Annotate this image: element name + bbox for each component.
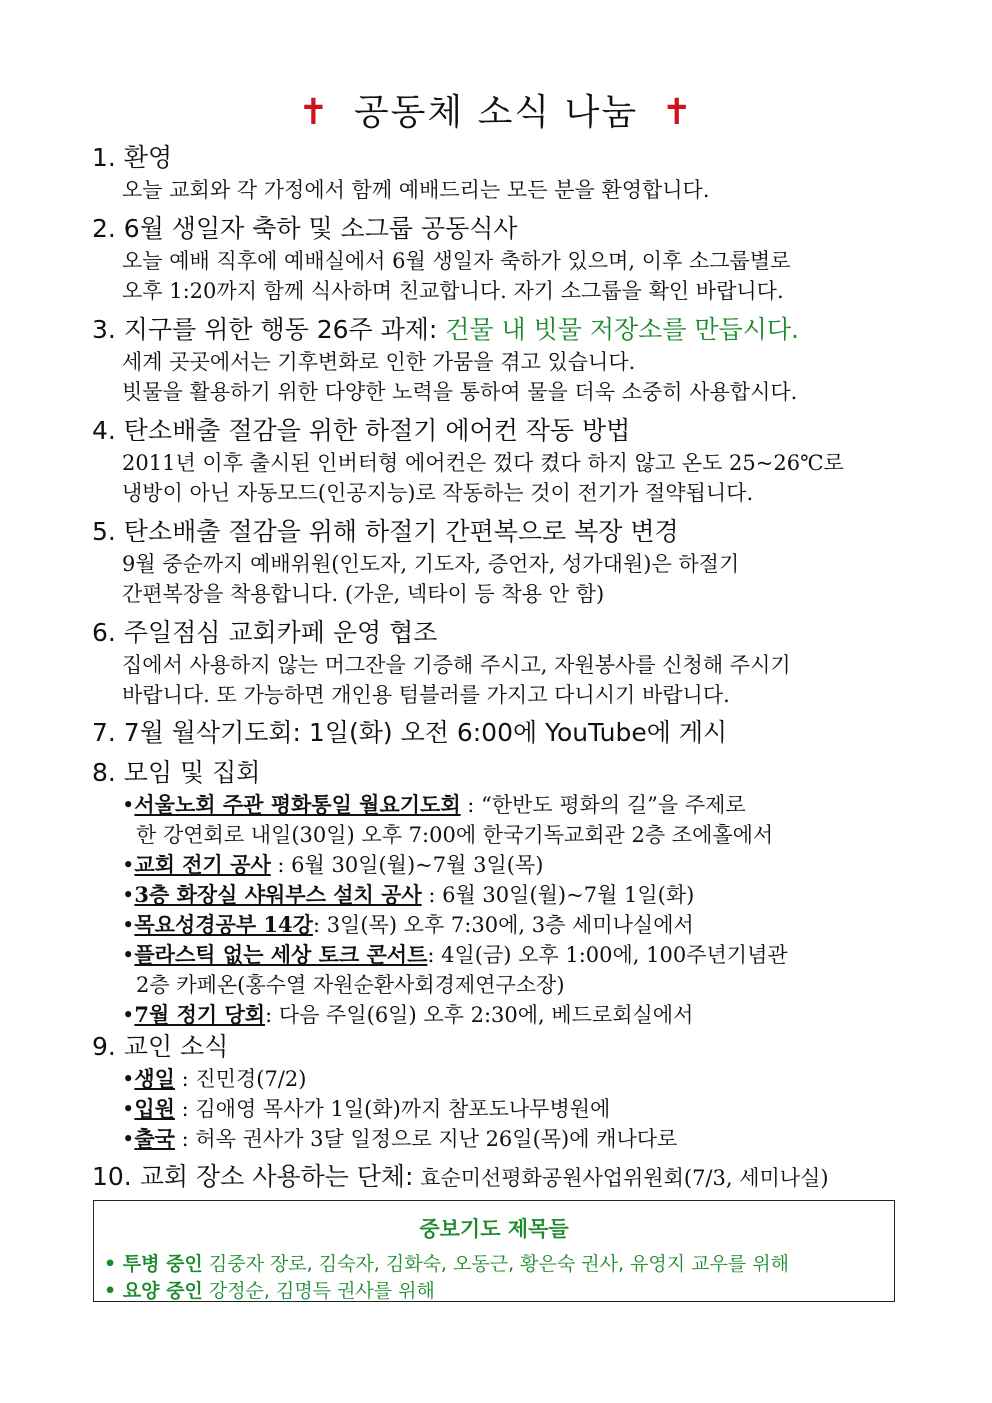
section-line: 오늘 교회와 각 가정에서 함께 예배드리는 모든 분을 환영합니다.: [122, 178, 710, 202]
section-heading: 2. 6월 생일자 축하 및 소그룹 공동식사: [92, 214, 518, 243]
section-birthday: [92, 212, 922, 306]
section-venue: [92, 1160, 922, 1195]
section-line: 2011년 이후 출시된 인버터형 에어컨은 껐다 켰다 하지 않고 온도 25~26℃로: [122, 451, 844, 475]
meeting-item: •플라스틱 없는 세상 토크 콘서트: 4일(금) 오후 1:00에, 100주년기념관: [122, 942, 788, 967]
heading-prefix: 10. 교회 장소 사용하는 단체:: [92, 1162, 414, 1191]
section-heading: 1. 환영: [92, 143, 173, 172]
meeting-item: •교회 전기 공사 : 6월 30일(월)~7월 3일(목): [122, 852, 544, 877]
section-line: 바랍니다. 또 가능하면 개인용 텀블러를 가지고 다니시기 바랍니다.: [122, 683, 730, 707]
section-heading: [92, 313, 922, 347]
meeting-item: •3층 화장실 샤워부스 설치 공사 : 6월 30일(월)~7월 1일(화): [122, 882, 695, 907]
section-line: 9월 중순까지 예배위원(인도자, 기도자, 증언자, 성가대원)은 하절기: [122, 552, 740, 576]
section-line: 집에서 사용하지 않는 머그잔을 기증해 주시고, 자원봉사를 신청해 주시기: [122, 653, 791, 677]
heading-highlight: 건물 내 빗물 저장소를 만듭시다.: [437, 315, 799, 344]
section-cafe: [92, 616, 922, 710]
section-heading: 4. 탄소배출 절감을 위한 하절기 에어컨 작동 방법: [92, 416, 631, 445]
member-item: •출국 : 허옥 권사가 3달 일정으로 지난 26일(목)에 캐나다로: [122, 1126, 678, 1151]
section-dress: [92, 515, 922, 609]
meeting-item: •목요성경공부 14강: 3일(목) 오후 7:30에, 3층 세미나실에서: [122, 912, 694, 937]
heading-prefix: 3. 지구를 위한 행동 26주 과제:: [92, 315, 438, 344]
section-heading: 8. 모임 및 집회: [92, 758, 261, 787]
page-title-text: 공동체 소식 나눔: [353, 92, 639, 133]
cross-icon: ✝: [298, 92, 331, 133]
meeting-item-cont: 2층 카페온(홍수열 자원순환사회경제연구소장): [136, 973, 565, 997]
section-prayer-meeting: [92, 716, 922, 750]
page-title: [0, 88, 992, 138]
meeting-item: •7월 정기 당회: 다음 주일(6일) 오후 2:30에, 베드로회실에서: [122, 1002, 694, 1027]
member-item: •생일 : 진민경(7/2): [122, 1066, 307, 1091]
section-heading: 9. 교인 소식: [92, 1032, 229, 1061]
section-meetings: [92, 756, 922, 1030]
cross-icon: ✝: [661, 92, 694, 133]
meeting-item: •서울노회 주관 평화통일 월요기도회 : “한반도 평화의 길”을 주제로: [122, 792, 746, 817]
meeting-item-cont: 한 강연회로 내일(30일) 오후 7:00에 한국기독교회관 2층 조에홀에서: [136, 823, 774, 847]
prayer-item: • 요양 중인 강정순, 김명득 권사를 위해: [104, 1280, 435, 1302]
section-aircon: [92, 414, 922, 508]
section-heading: 6. 주일점심 교회카페 운영 협조: [92, 618, 438, 647]
section-heading: [92, 1160, 922, 1195]
heading-tail: 효순미선평화공원사업위원회(7/3, 세미나실): [413, 1166, 829, 1190]
prayer-item: • 투병 중인 김중자 장로, 김숙자, 김화숙, 오동근, 황은숙 권사, 유영지 교우를 위해: [104, 1253, 789, 1275]
section-line: 빗물을 활용하기 위한 다양한 노력을 통하여 물을 더욱 소중히 사용합시다.: [122, 380, 798, 404]
section-line: 세계 곳곳에서는 기후변화로 인한 가뭄을 겪고 있습니다.: [122, 350, 636, 374]
section-earth-action: [92, 313, 922, 407]
section-line: 냉방이 아닌 자동모드(인공지능)로 작동하는 것이 전기가 절약됩니다.: [122, 481, 754, 505]
section-heading: 5. 탄소배출 절감을 위해 하절기 간편복으로 복장 변경: [92, 517, 679, 546]
section-line: 오늘 예배 직후에 예배실에서 6월 생일자 축하가 있으며, 이후 소그룹별로: [122, 249, 791, 273]
section-line: 오후 1:20까지 함께 식사하며 친교합니다. 자기 소그룹을 확인 바랍니다.: [122, 279, 784, 303]
section-welcome: [92, 141, 922, 205]
prayer-box: [93, 1200, 895, 1302]
member-item: •입원 : 김애영 목사가 1일(화)까지 참포도나무병원에: [122, 1096, 611, 1121]
section-members: [92, 1030, 922, 1154]
prayer-title: 중보기도 제목들: [419, 1217, 569, 1241]
section-line: 간편복장을 착용합니다. (가운, 넥타이 등 착용 안 함): [122, 582, 605, 606]
section-heading: 7. 7월 월삭기도회: 1일(화) 오전 6:00에 YouTube에 게시: [92, 718, 728, 747]
